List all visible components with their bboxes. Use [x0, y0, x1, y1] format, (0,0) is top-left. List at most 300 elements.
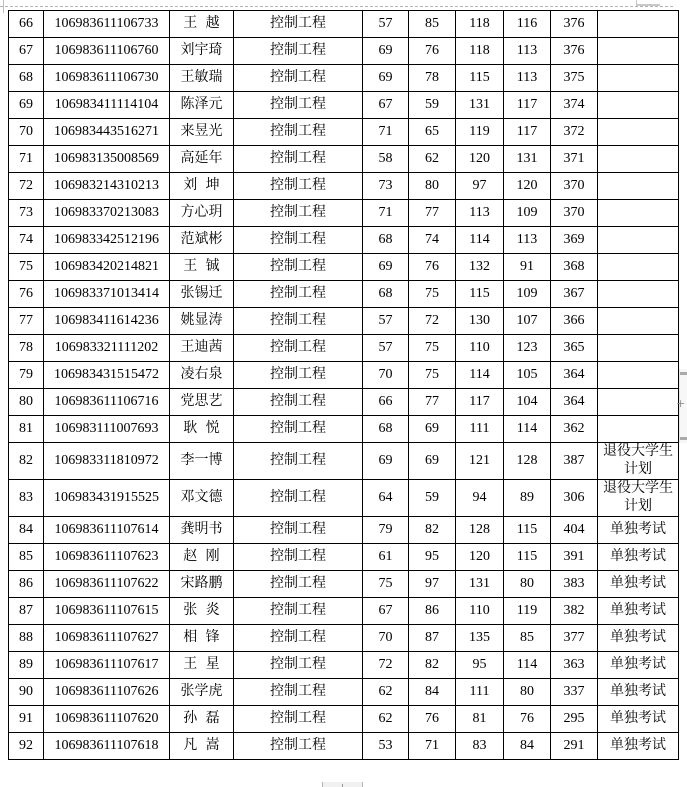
- cell-s3: 111: [456, 679, 504, 706]
- cell-total: 376: [551, 38, 598, 65]
- cell-major: 控制工程: [234, 652, 363, 679]
- table-row: [9, 146, 679, 173]
- cell-s1: 57: [363, 308, 409, 335]
- cell-id: 106983611106716: [44, 389, 170, 416]
- cell-s2: 65: [409, 119, 456, 146]
- cell-id: 106983311810972: [44, 443, 170, 480]
- table-row: [9, 362, 679, 389]
- cell-s2: 82: [409, 652, 456, 679]
- cell-s4: 117: [504, 92, 551, 119]
- cell-no: 91: [9, 706, 44, 733]
- cell-name: 李一博: [170, 443, 234, 480]
- candidate-name: 王星: [183, 657, 229, 672]
- cell-no: 77: [9, 308, 44, 335]
- cell-major: 控制工程: [234, 389, 363, 416]
- cell-s2: 85: [409, 11, 456, 38]
- cell-no: 66: [9, 11, 44, 38]
- cell-total: 376: [551, 11, 598, 38]
- cell-s2: 75: [409, 362, 456, 389]
- cell-major: 控制工程: [234, 443, 363, 480]
- cell-s4: 113: [504, 227, 551, 254]
- table-row: [9, 200, 679, 227]
- cell-s4: 84: [504, 733, 551, 760]
- cell-s2: 77: [409, 389, 456, 416]
- cell-total: 374: [551, 92, 598, 119]
- cell-s1: 68: [363, 281, 409, 308]
- cell-s4: 123: [504, 335, 551, 362]
- cell-no: 81: [9, 416, 44, 443]
- cell-note: [598, 173, 679, 200]
- cell-s3: 130: [456, 308, 504, 335]
- cell-s1: 57: [363, 335, 409, 362]
- left-margin-tick: [3, 0, 4, 13]
- cell-s4: 120: [504, 173, 551, 200]
- candidate-name: 耿悦: [183, 421, 229, 436]
- cell-major: 控制工程: [234, 281, 363, 308]
- cell-s3: 111: [456, 416, 504, 443]
- cell-s2: 75: [409, 335, 456, 362]
- cell-note: 单独考试: [598, 652, 679, 679]
- cell-name: [170, 598, 234, 625]
- cell-s3: 118: [456, 38, 504, 65]
- cell-s4: 115: [504, 544, 551, 571]
- cell-note: 单独考试: [598, 517, 679, 544]
- cell-s3: 115: [456, 281, 504, 308]
- table-row: [9, 92, 679, 119]
- table-row: [9, 625, 679, 652]
- cell-total: 404: [551, 517, 598, 544]
- cell-major: 控制工程: [234, 544, 363, 571]
- cell-s3: 120: [456, 544, 504, 571]
- cell-total: 364: [551, 389, 598, 416]
- cell-name: 凌右泉: [170, 362, 234, 389]
- cell-s1: 72: [363, 652, 409, 679]
- cell-no: 69: [9, 92, 44, 119]
- cell-major: 控制工程: [234, 11, 363, 38]
- table-row: [9, 227, 679, 254]
- cell-id: 106983611107617: [44, 652, 170, 679]
- cell-id: 106983611107615: [44, 598, 170, 625]
- candidate-name: 张炎: [183, 603, 229, 618]
- cell-id: 106983135008569: [44, 146, 170, 173]
- cell-s1: 70: [363, 625, 409, 652]
- cell-s4: 114: [504, 652, 551, 679]
- cell-major: 控制工程: [234, 92, 363, 119]
- cell-id: 106983214310213: [44, 173, 170, 200]
- cell-no: 68: [9, 65, 44, 92]
- cell-id: 106983611106733: [44, 11, 170, 38]
- cell-name: 王敏瑞: [170, 65, 234, 92]
- table-row: [9, 598, 679, 625]
- cell-s4: 91: [504, 254, 551, 281]
- table-row: [9, 652, 679, 679]
- cell-id: 106983321111202: [44, 335, 170, 362]
- cell-s1: 70: [363, 362, 409, 389]
- table-row: [9, 254, 679, 281]
- cell-id: 106983611107622: [44, 571, 170, 598]
- cell-s4: 80: [504, 679, 551, 706]
- cell-s2: 62: [409, 146, 456, 173]
- cell-no: 85: [9, 544, 44, 571]
- cell-s1: 71: [363, 200, 409, 227]
- cell-major: 控制工程: [234, 571, 363, 598]
- cell-name: 陈泽元: [170, 92, 234, 119]
- page-break-dashed-line: [0, 6, 673, 7]
- cell-no: 79: [9, 362, 44, 389]
- cell-id: 106983611107626: [44, 679, 170, 706]
- cell-major: 控制工程: [234, 706, 363, 733]
- cell-note: 单独考试: [598, 733, 679, 760]
- cell-name: [170, 11, 234, 38]
- table-row: [9, 544, 679, 571]
- cell-note: 单独考试: [598, 679, 679, 706]
- cell-s3: 114: [456, 362, 504, 389]
- cell-s2: 82: [409, 517, 456, 544]
- cell-s4: 128: [504, 443, 551, 480]
- cell-s1: 69: [363, 65, 409, 92]
- cell-s4: 113: [504, 38, 551, 65]
- cell-note: 单独考试: [598, 571, 679, 598]
- cell-id: 106983370213083: [44, 200, 170, 227]
- previous-page-border-fragment: [637, 4, 660, 6]
- cell-name: 刘宇琦: [170, 38, 234, 65]
- cell-name: [170, 625, 234, 652]
- cell-major: 控制工程: [234, 119, 363, 146]
- cell-note: [598, 416, 679, 443]
- cell-s1: 69: [363, 38, 409, 65]
- cell-s2: 87: [409, 625, 456, 652]
- cell-s1: 66: [363, 389, 409, 416]
- cell-s2: 69: [409, 443, 456, 480]
- cell-s2: 95: [409, 544, 456, 571]
- cell-s4: 117: [504, 119, 551, 146]
- cell-s3: 83: [456, 733, 504, 760]
- cell-id: 106983371013414: [44, 281, 170, 308]
- cell-no: 78: [9, 335, 44, 362]
- cell-total: 377: [551, 625, 598, 652]
- cell-s1: 69: [363, 254, 409, 281]
- cell-s2: 71: [409, 733, 456, 760]
- cell-total: 383: [551, 571, 598, 598]
- cell-name: 高延年: [170, 146, 234, 173]
- table-row: [9, 389, 679, 416]
- cell-s3: 110: [456, 598, 504, 625]
- cell-s4: 115: [504, 517, 551, 544]
- cell-s4: 89: [504, 480, 551, 517]
- cell-name: [170, 544, 234, 571]
- cell-no: 89: [9, 652, 44, 679]
- cell-name: 党思艺: [170, 389, 234, 416]
- cell-major: 控制工程: [234, 38, 363, 65]
- cell-note: [598, 92, 679, 119]
- cell-major: 控制工程: [234, 480, 363, 517]
- cell-id: 106983611106760: [44, 38, 170, 65]
- cell-s2: 74: [409, 227, 456, 254]
- cell-s3: 131: [456, 571, 504, 598]
- cell-name: 宋路鹏: [170, 571, 234, 598]
- cell-s3: 94: [456, 480, 504, 517]
- cell-id: 106983611107614: [44, 517, 170, 544]
- cell-no: 88: [9, 625, 44, 652]
- cell-name: [170, 416, 234, 443]
- table-row: [9, 173, 679, 200]
- cell-no: 92: [9, 733, 44, 760]
- cell-s3: 81: [456, 706, 504, 733]
- cell-total: 291: [551, 733, 598, 760]
- cell-name: 范斌彬: [170, 227, 234, 254]
- cell-total: 362: [551, 416, 598, 443]
- cell-total: 369: [551, 227, 598, 254]
- cell-major: 控制工程: [234, 679, 363, 706]
- cell-s1: 64: [363, 480, 409, 517]
- cell-s4: 105: [504, 362, 551, 389]
- cell-note: [598, 146, 679, 173]
- cell-note: [598, 119, 679, 146]
- table-row: [9, 517, 679, 544]
- cell-no: 67: [9, 38, 44, 65]
- cell-major: 控制工程: [234, 733, 363, 760]
- cell-no: 87: [9, 598, 44, 625]
- cell-name: [170, 254, 234, 281]
- cell-id: 106983443516271: [44, 119, 170, 146]
- cell-note: 单独考试: [598, 625, 679, 652]
- cell-note: 单独考试: [598, 598, 679, 625]
- table-row: [9, 65, 679, 92]
- table-row: [9, 679, 679, 706]
- cell-major: 控制工程: [234, 416, 363, 443]
- table-row: [9, 335, 679, 362]
- table-row: [9, 571, 679, 598]
- cell-major: 控制工程: [234, 146, 363, 173]
- cell-s1: 69: [363, 443, 409, 480]
- cell-id: 106983611106730: [44, 65, 170, 92]
- cell-total: 295: [551, 706, 598, 733]
- cell-s4: 104: [504, 389, 551, 416]
- cell-note: [598, 254, 679, 281]
- cell-no: 86: [9, 571, 44, 598]
- cell-s2: 84: [409, 679, 456, 706]
- cell-note: [598, 227, 679, 254]
- plus-icon: +: [676, 397, 686, 410]
- cell-s1: 61: [363, 544, 409, 571]
- cell-no: 75: [9, 254, 44, 281]
- cell-s4: 113: [504, 65, 551, 92]
- cell-s1: 67: [363, 92, 409, 119]
- table-row: [9, 480, 679, 517]
- cell-total: 382: [551, 598, 598, 625]
- cell-major: 控制工程: [234, 517, 363, 544]
- cell-s3: 97: [456, 173, 504, 200]
- cell-s1: 68: [363, 227, 409, 254]
- cell-total: 368: [551, 254, 598, 281]
- cell-major: 控制工程: [234, 200, 363, 227]
- cell-s2: 75: [409, 281, 456, 308]
- table-row: [9, 11, 679, 38]
- cell-name: 张学虎: [170, 679, 234, 706]
- cell-name: [170, 173, 234, 200]
- cell-note: [598, 11, 679, 38]
- cell-note: 退役大学生计划: [598, 480, 679, 517]
- scrollbar-cap-bottom: [680, 437, 687, 440]
- cell-no: 76: [9, 281, 44, 308]
- cell-s2: 59: [409, 92, 456, 119]
- cell-note: [598, 308, 679, 335]
- cell-no: 80: [9, 389, 44, 416]
- cell-major: 控制工程: [234, 625, 363, 652]
- cell-s2: 78: [409, 65, 456, 92]
- cell-no: 84: [9, 517, 44, 544]
- cell-s1: 58: [363, 146, 409, 173]
- cell-major: 控制工程: [234, 254, 363, 281]
- cell-s3: 131: [456, 92, 504, 119]
- cell-s3: 135: [456, 625, 504, 652]
- cell-note: [598, 65, 679, 92]
- cell-total: 363: [551, 652, 598, 679]
- scrollbar-fragment[interactable]: [676, 369, 687, 443]
- cell-s3: 114: [456, 227, 504, 254]
- cell-s1: 79: [363, 517, 409, 544]
- cell-no: 70: [9, 119, 44, 146]
- table-row: [9, 733, 679, 760]
- cell-s1: 62: [363, 706, 409, 733]
- cell-s2: 80: [409, 173, 456, 200]
- cell-s3: 119: [456, 119, 504, 146]
- candidate-name: 王越: [183, 16, 229, 31]
- cell-name: 龚明书: [170, 517, 234, 544]
- cell-no: 82: [9, 443, 44, 480]
- cell-total: 364: [551, 362, 598, 389]
- cell-no: 83: [9, 480, 44, 517]
- cell-name: 方心玥: [170, 200, 234, 227]
- cell-name: 邓文德: [170, 480, 234, 517]
- cell-s1: 57: [363, 11, 409, 38]
- cell-id: 106983411614236: [44, 308, 170, 335]
- cell-major: 控制工程: [234, 227, 363, 254]
- cell-note: [598, 389, 679, 416]
- cell-note: [598, 38, 679, 65]
- cell-s2: 69: [409, 416, 456, 443]
- cell-id: 106983111007693: [44, 416, 170, 443]
- table-row: [9, 308, 679, 335]
- candidate-name: 孙磊: [183, 711, 229, 726]
- cell-s3: 110: [456, 335, 504, 362]
- cell-s1: 67: [363, 598, 409, 625]
- cell-note: [598, 200, 679, 227]
- cell-id: 106983431915525: [44, 480, 170, 517]
- cell-s1: 53: [363, 733, 409, 760]
- cell-s4: 76: [504, 706, 551, 733]
- candidate-name: 相锋: [183, 630, 229, 645]
- cell-name: [170, 733, 234, 760]
- cell-note: [598, 335, 679, 362]
- cell-id: 106983611107623: [44, 544, 170, 571]
- cell-s3: 121: [456, 443, 504, 480]
- table-row: [9, 281, 679, 308]
- cell-total: 371: [551, 146, 598, 173]
- cell-s4: 109: [504, 200, 551, 227]
- cell-s4: 131: [504, 146, 551, 173]
- cell-name: [170, 706, 234, 733]
- cell-s4: 119: [504, 598, 551, 625]
- results-table-body: [9, 11, 679, 760]
- cell-s2: 97: [409, 571, 456, 598]
- cell-s4: 114: [504, 416, 551, 443]
- cell-s3: 117: [456, 389, 504, 416]
- cell-major: 控制工程: [234, 308, 363, 335]
- cell-note: [598, 281, 679, 308]
- cell-id: 106983611107618: [44, 733, 170, 760]
- cell-major: 控制工程: [234, 598, 363, 625]
- cell-s3: 118: [456, 11, 504, 38]
- cell-total: 306: [551, 480, 598, 517]
- cell-major: 控制工程: [234, 362, 363, 389]
- cell-major: 控制工程: [234, 173, 363, 200]
- cell-s4: 116: [504, 11, 551, 38]
- cell-s1: 75: [363, 571, 409, 598]
- table-row: [9, 443, 679, 480]
- table-row: [9, 416, 679, 443]
- cell-total: 372: [551, 119, 598, 146]
- cell-no: 71: [9, 146, 44, 173]
- cell-no: 90: [9, 679, 44, 706]
- cell-note: [598, 362, 679, 389]
- cell-s2: 77: [409, 200, 456, 227]
- cell-s3: 115: [456, 65, 504, 92]
- cell-name: [170, 652, 234, 679]
- cell-s2: 76: [409, 38, 456, 65]
- cell-total: 370: [551, 173, 598, 200]
- candidate-name: 王铖: [183, 259, 229, 274]
- cell-s3: 113: [456, 200, 504, 227]
- cell-s2: 76: [409, 706, 456, 733]
- cell-no: 73: [9, 200, 44, 227]
- cell-s3: 128: [456, 517, 504, 544]
- cell-total: 391: [551, 544, 598, 571]
- cell-s2: 76: [409, 254, 456, 281]
- cell-id: 106983411114104: [44, 92, 170, 119]
- cell-total: 367: [551, 281, 598, 308]
- cell-note: 单独考试: [598, 706, 679, 733]
- cell-total: 375: [551, 65, 598, 92]
- cell-s1: 62: [363, 679, 409, 706]
- cell-id: 106983431515472: [44, 362, 170, 389]
- bottom-ui-fragment: [322, 782, 363, 787]
- cell-total: 337: [551, 679, 598, 706]
- cell-s1: 71: [363, 119, 409, 146]
- cell-s1: 68: [363, 416, 409, 443]
- cell-note: 单独考试: [598, 544, 679, 571]
- cell-name: 姚显涛: [170, 308, 234, 335]
- cell-total: 387: [551, 443, 598, 480]
- cell-total: 366: [551, 308, 598, 335]
- scrollbar-cap-top: [680, 372, 687, 375]
- cell-major: 控制工程: [234, 65, 363, 92]
- candidate-name: 凡嵩: [183, 738, 229, 753]
- cell-no: 72: [9, 173, 44, 200]
- cell-note: 退役大学生计划: [598, 443, 679, 480]
- cell-id: 106983342512196: [44, 227, 170, 254]
- table-row: [9, 38, 679, 65]
- cell-s2: 86: [409, 598, 456, 625]
- cell-s1: 73: [363, 173, 409, 200]
- candidate-name: 赵刚: [183, 549, 229, 564]
- table-row: [9, 706, 679, 733]
- cell-id: 106983420214821: [44, 254, 170, 281]
- candidate-name: 刘坤: [183, 178, 229, 193]
- cell-total: 365: [551, 335, 598, 362]
- cell-s4: 80: [504, 571, 551, 598]
- cell-major: 控制工程: [234, 335, 363, 362]
